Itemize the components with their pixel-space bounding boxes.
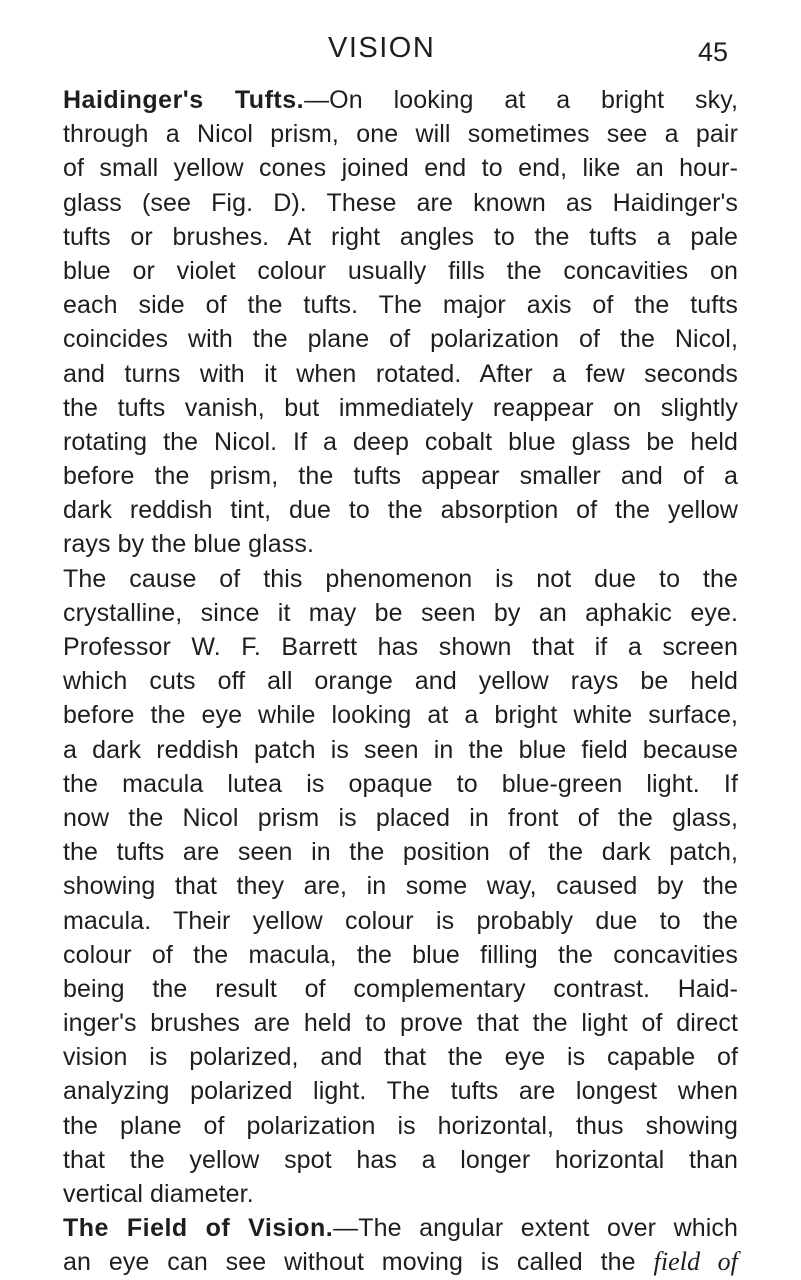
text-line: colour of the macula, the blue filling the concavities xyxy=(63,940,738,969)
text-line: dark reddish tint, due to the absorption of the yellow xyxy=(63,496,738,525)
section-heading-line-haidingers-tufts xyxy=(63,83,738,117)
text-line: coincides with the plane of polarization of the Nicol, xyxy=(63,325,738,354)
body-text xyxy=(63,83,738,1280)
text-line: —On looking at a bright sky, xyxy=(304,86,739,114)
text-line: the plane of polarization is horizontal, thus showing xyxy=(63,1111,738,1140)
text-line: before the prism, the tufts appear smaller and of a xyxy=(63,462,738,491)
text-line: before the eye while looking at a bright white surface, xyxy=(63,701,738,730)
text-line: that the yellow spot has a longer horizontal than xyxy=(63,1145,738,1174)
text-line: showing that they are, in some way, caused by the xyxy=(63,872,738,901)
text-line: blue or violet colour usually fills the concavities on xyxy=(63,256,738,285)
text-line: the tufts vanish, but immediately reappear on slightly xyxy=(63,393,738,422)
text-line: Professor W. F. Barrett has shown that if a screen xyxy=(63,633,738,661)
text-line: vertical diameter. xyxy=(63,1180,254,1208)
text-line: The cause of this phenomenon is not due to the xyxy=(63,564,738,593)
text-line: the macula lutea is opaque to blue-green light. If xyxy=(63,769,738,798)
text-line: now the Nicol prism is placed in front of the glass, xyxy=(63,803,738,832)
page-number: 45 xyxy=(698,37,729,67)
text-segment: an eye can see without moving is called the xyxy=(63,1248,636,1277)
text-line: being the result of complementary contrast. Haid- xyxy=(63,974,738,1003)
text-line: which cuts off all orange and yellow rays be held xyxy=(63,667,738,696)
text-line-final xyxy=(63,1245,738,1279)
text-line: of small yellow cones joined end to end, like an hour- xyxy=(63,154,738,183)
text-line: glass (see Fig. D). These are known as Haidinger's xyxy=(63,188,738,217)
running-title: VISION xyxy=(328,32,436,64)
text-line: macula. Their yellow colour is probably due to the xyxy=(63,906,738,935)
text-line: each side of the tufts. The major axis of the tufts xyxy=(63,291,738,320)
text-line: the tufts are seen in the position of the dark patch, xyxy=(63,838,738,867)
text-line: analyzing polarized light. The tufts are longest when xyxy=(63,1077,738,1106)
section-heading-line-field-of-vision xyxy=(63,1211,738,1245)
text-line: inger's brushes are held to prove that the light of direct xyxy=(63,1009,738,1038)
text-line: rotating the Nicol. If a deep cobalt blue glass be held xyxy=(63,427,738,456)
text-line: crystalline, since it may be seen by an aphakic eye. xyxy=(63,598,738,627)
text-line: through a Nicol prism, one will sometimes see a pair xyxy=(63,120,738,149)
text-line: rays by the blue glass. xyxy=(63,530,315,559)
text-line: and turns with it when rotated. After a few seconds xyxy=(63,359,738,388)
text-line: a dark reddish patch is seen in the blue field because xyxy=(63,735,738,764)
text-line: —The angular extent over which xyxy=(333,1214,738,1243)
text-line: vision is polarized, and that the eye is capable of xyxy=(63,1043,738,1072)
section-heading-haidingers-tufts: Haidinger's Tufts. xyxy=(63,86,305,114)
running-head xyxy=(0,30,801,70)
italic-term-field-of: field of xyxy=(653,1247,739,1277)
text-line: tufts or brushes. At right angles to the tufts a pale xyxy=(63,222,738,251)
section-heading-field-of-vision: The Field of Vision. xyxy=(63,1214,334,1243)
